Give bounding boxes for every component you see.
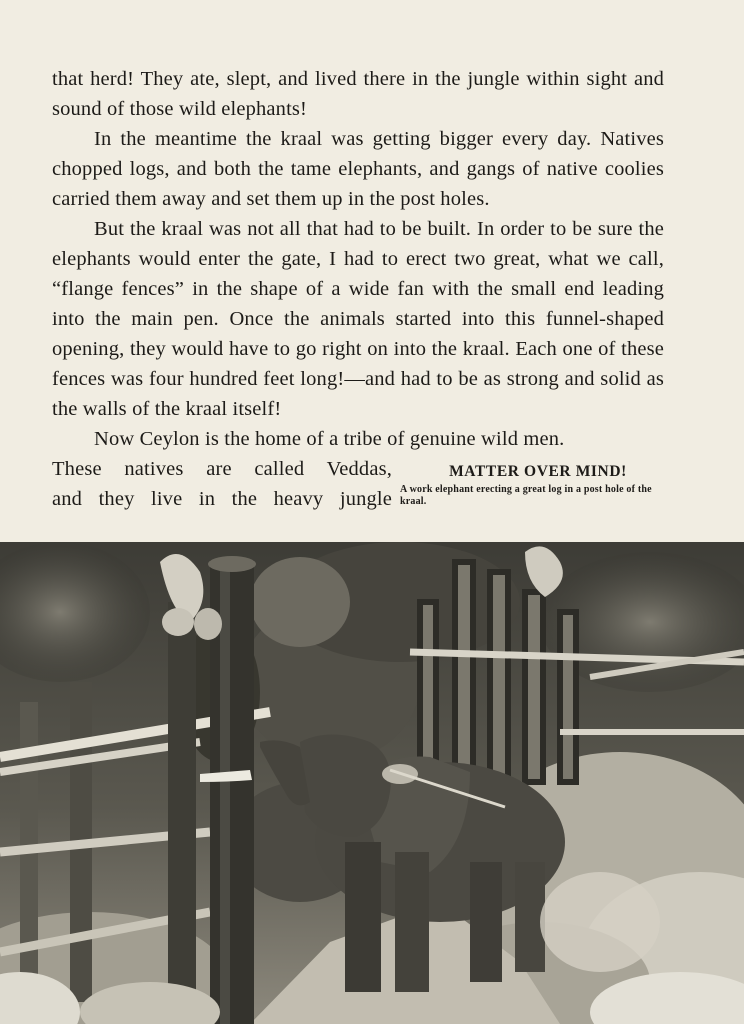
paragraph-2: In the meantime the kraal was getting bigger every day. Natives chopped logs, and both the tame elephants, and gangs of native coolies carried them away and set them up in the post holes. [52, 128, 664, 210]
body-text [52, 64, 664, 514]
photo-illustration [0, 542, 744, 1024]
paragraph-3: But the kraal was not all that had to be built. In order to be sure the elephants would enter the gate, I had to erect two great, what we call, “flange fences” in the shape of a wide fan with the small end leading into the main pen. Once the animals started into this funnel-shaped opening, they would have to go right on into the kraal. Each one of these fences was four hundred feet long!—and had to be as strong and solid as the walls of the kraal itself! [52, 218, 664, 420]
paragraph-5 [52, 454, 392, 514]
elephant-photo [0, 542, 744, 1024]
paragraph-5-line-2: and they live in the heavy jungle [52, 488, 392, 510]
photo-caption [400, 462, 670, 508]
paragraph-5-line-1: These natives are called Veddas, [52, 458, 392, 480]
caption-text: A work elephant erecting a great log in a post hole of the kraal. [400, 484, 652, 507]
paragraph-4: Now Ceylon is the home of a tribe of genuine wild men. [94, 428, 565, 450]
paragraph-1: that herd! They ate, slept, and lived there in the jungle within sight and sound of those wild elephants! [52, 68, 664, 120]
caption-title: MATTER OVER MIND! [449, 463, 627, 480]
text-with-caption-row [52, 454, 664, 514]
